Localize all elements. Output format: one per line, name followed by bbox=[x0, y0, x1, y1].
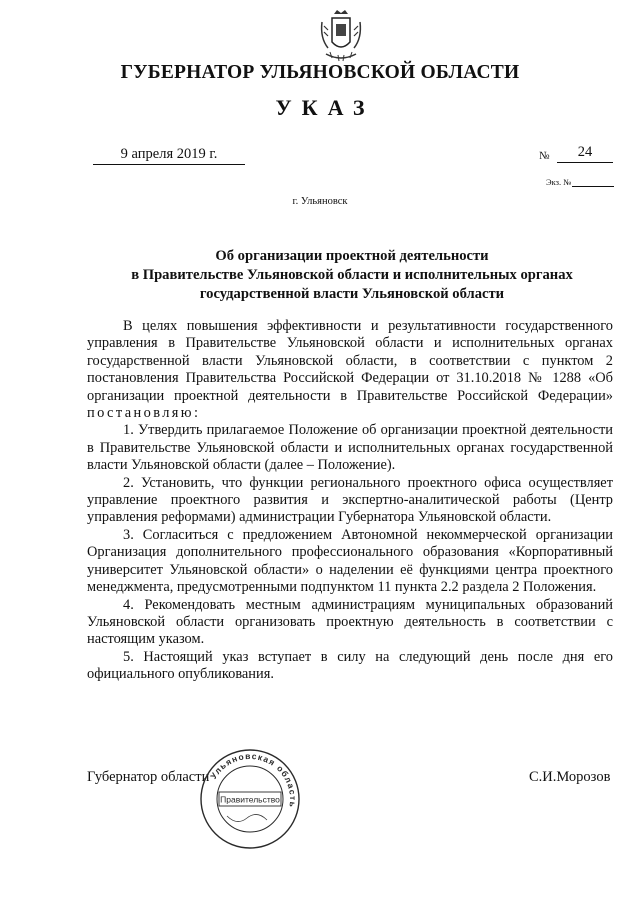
coat-of-arms-icon bbox=[318, 8, 364, 64]
decree-word: постановляю: bbox=[87, 405, 201, 422]
signatory-position: Губернатор области bbox=[87, 769, 210, 785]
svg-text:Ульяновская область: Ульяновская область bbox=[208, 750, 299, 809]
decree-number: 24 bbox=[557, 144, 613, 163]
decree-date: 9 апреля 2019 г. bbox=[93, 146, 245, 165]
number-label: № bbox=[539, 150, 550, 162]
copy-number-line bbox=[572, 186, 614, 187]
list-item: 5. Настоящий указ вступает в силу на следующий день после дня его официального опубликования. bbox=[87, 648, 613, 683]
preamble-text: В целях повышения эффективности и результативности государственного управления в Правительстве Ульяновской области и исполнительных органах государственной власти Ульяновской области, в соответствии с пунктом 2 постановления Правительства Российской Федерации от 31.10.2018 № 1288 «Об организации проектной деятельности в Правительстве Российской Федерации» bbox=[87, 318, 613, 404]
list-item: 1. Утвердить прилагаемое Положение об организации проектной деятельности в Правительстве Ульяновской области и исполнительных органах государственной власти Ульяновской области (далее – Положение). bbox=[87, 422, 613, 474]
decree-body bbox=[87, 318, 613, 684]
heading-line: государственной власти Ульяновской области bbox=[199, 286, 505, 302]
list-item: 3. Согласиться с предложением Автономной некоммерческой организации Организация дополнительного профессионального образования «Корпоративный университет Ульяновской области» о наделении её функциями центра проектного менеджмента, предусмотренными подпунктом 11 пункта 2.2 раздела 2 Положения. bbox=[87, 526, 613, 596]
heading-line: в Правительстве Ульяновской области и исполнительных органах bbox=[131, 267, 573, 283]
list-item: 4. Рекомендовать местным администрациям муниципальных образований Ульяновской области организовать проектную деятельность в соответствии с настоящим указом. bbox=[87, 596, 613, 648]
list-item: 2. Установить, что функции регионального проектного офиса осуществляет управление проектного развития и экспертно-аналитической работы (Центр управления реформами) администрации Губернатора Ульяновской области. bbox=[87, 474, 613, 526]
heading-line: Об организации проектной деятельности bbox=[215, 248, 489, 264]
signatory-name: С.И.Морозов bbox=[529, 769, 611, 785]
city: г. Ульяновск bbox=[292, 196, 348, 207]
authority-title: ГУБЕРНАТОР УЛЬЯНОВСКОЙ ОБЛАСТИ bbox=[120, 62, 520, 83]
official-seal-icon bbox=[197, 746, 303, 852]
document-type: УКАЗ bbox=[275, 95, 375, 120]
copy-label: Экз. № bbox=[546, 177, 572, 187]
decree-heading bbox=[92, 247, 612, 304]
preamble-paragraph bbox=[87, 318, 613, 422]
svg-text:Правительство: Правительство bbox=[220, 794, 280, 805]
